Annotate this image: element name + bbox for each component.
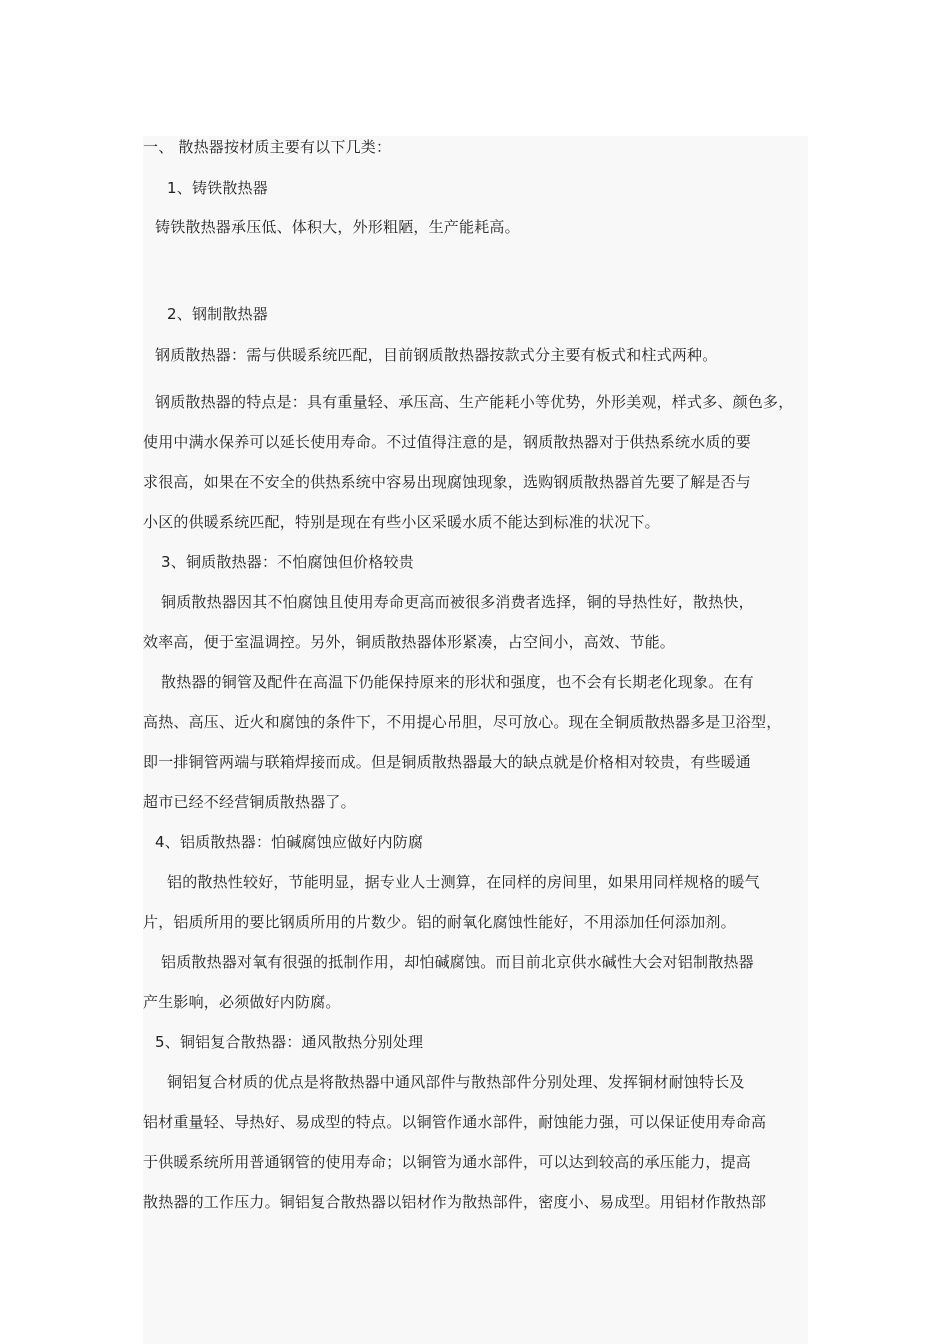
paragraph-line: 使用中满水保养可以延长使用寿命。不过值得注意的是，钢质散热器对于供热系统水质的要 bbox=[143, 433, 752, 451]
paragraph-line: 钢质散热器：需与供暖系统匹配，目前钢质散热器按款式分主要有板式和柱式两种。 bbox=[155, 346, 718, 364]
paragraph-line: 铝质散热器对氧有很强的抵制作用，却怕碱腐蚀。而目前北京供水碱性大会对铝制散热器 bbox=[161, 953, 754, 971]
paragraph-line: 求很高，如果在不安全的供热系统中容易出现腐蚀现象，选购钢质散热器首先要了解是否与 bbox=[143, 473, 752, 491]
document-page bbox=[143, 136, 808, 1344]
paragraph-line: 钢质散热器的特点是：具有重量轻、承压高、生产能耗小等优势，外形美观，样式多、颜色多， bbox=[155, 393, 794, 411]
paragraph-line: 于供暖系统所用普通钢管的使用寿命；以铜管为通水部件，可以达到较高的承压能力，提高 bbox=[143, 1153, 752, 1171]
subheading-copper: 3、铜质散热器：不怕腐蚀但价格较贵 bbox=[161, 553, 414, 571]
subheading-steel: 2、钢制散热器 bbox=[167, 305, 268, 323]
subheading-copper-aluminum: 5、铜铝复合散热器：通风散热分别处理 bbox=[155, 1033, 424, 1051]
paragraph-line: 铜质散热器因其不怕腐蚀且使用寿命更高而被很多消费者选择，铜的导热性好，散热快， bbox=[161, 593, 754, 611]
paragraph-line: 片，铝质所用的要比钢质所用的片数少。铝的耐氧化腐蚀性能好，不用添加任何添加剂。 bbox=[143, 913, 736, 931]
paragraph-line: 小区的供暖系统匹配，特别是现在有些小区采暖水质不能达到标准的状况下。 bbox=[143, 513, 660, 531]
paragraph-line: 散热器的铜管及配件在高温下仍能保持原来的形状和强度，也不会有长期老化现象。在有 bbox=[161, 673, 754, 691]
subheading-cast-iron: 1、铸铁散热器 bbox=[167, 179, 268, 197]
paragraph-line: 铜铝复合材质的优点是将散热器中通风部件与散热部件分别处理、发挥铜材耐蚀特长及 bbox=[167, 1073, 745, 1091]
section-heading: 一、 散热器按材质主要有以下几类： bbox=[143, 138, 392, 156]
paragraph-line: 散热器的工作压力。铜铝复合散热器以铝材作为散热部件，密度小、易成型。用铝材作散热部 bbox=[143, 1193, 767, 1211]
paragraph-line: 效率高，便于室温调控。另外，铜质散热器体形紧凑，占空间小，高效、节能。 bbox=[143, 633, 676, 651]
paragraph-line: 铸铁散热器承压低、体积大，外形粗陋，生产能耗高。 bbox=[155, 218, 520, 236]
paragraph-line: 铝的散热性较好，节能明显，据专业人士测算，在同样的房间里，如果用同样规格的暖气 bbox=[167, 873, 760, 891]
paragraph-line: 即一排铜管两端与联箱焊接而成。但是铜质散热器最大的缺点就是价格相对较贵，有些暖通 bbox=[143, 753, 752, 771]
paragraph-line: 超市已经不经营铜质散热器了。 bbox=[143, 793, 356, 811]
subheading-aluminum: 4、铝质散热器：怕碱腐蚀应做好内防腐 bbox=[155, 833, 424, 851]
paragraph-line: 高热、高压、近火和腐蚀的条件下，不用提心吊胆，尽可放心。现在全铜质散热器多是卫浴型， bbox=[143, 713, 782, 731]
paragraph-line: 铝材重量轻、导热好、易成型的特点。以铜管作通水部件，耐蚀能力强，可以保证使用寿命高 bbox=[143, 1113, 767, 1131]
paragraph-line: 产生影响，必须做好内防腐。 bbox=[143, 993, 341, 1011]
